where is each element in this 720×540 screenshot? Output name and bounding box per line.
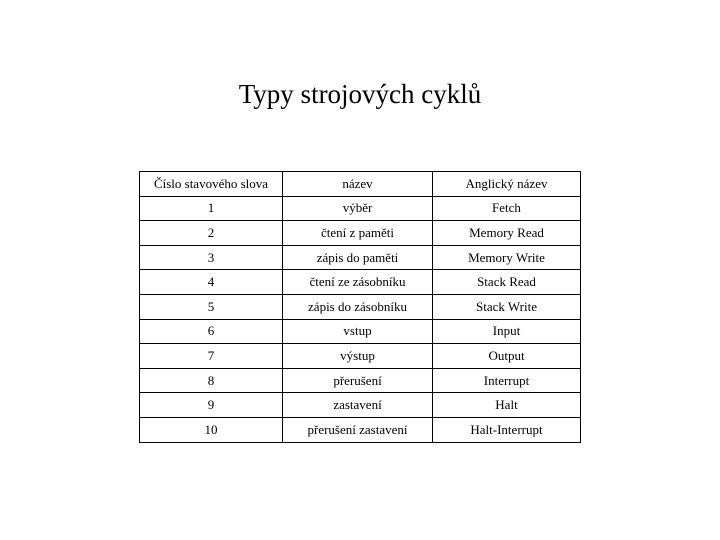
english-name-cell: Stack Write [433,294,581,319]
table-row [140,368,581,393]
column-header-name: název [283,172,433,197]
table-row [140,319,581,344]
english-name-cell: Halt-Interrupt [433,417,581,442]
cycle-name-cell: přerušení zastavení [283,417,433,442]
table-row [140,270,581,295]
status-word-number-cell: 2 [140,221,283,246]
machine-cycle-table [139,171,581,443]
page-title: Typy strojových cyklů [238,79,482,109]
cycle-name-cell: výběr [283,196,433,221]
status-word-number-cell: 9 [140,393,283,418]
cycle-name-cell: zápis do paměti [283,245,433,270]
table-row [140,393,581,418]
english-name-cell: Memory Read [433,221,581,246]
status-word-number-cell: 5 [140,294,283,319]
english-name-cell: Interrupt [433,368,581,393]
status-word-number-cell: 4 [140,270,283,295]
column-header-english-name: Anglický název [433,172,581,197]
table-row [140,344,581,369]
english-name-cell: Stack Read [433,270,581,295]
table-row [140,417,581,442]
table-row [140,245,581,270]
table-row [140,221,581,246]
english-name-cell: Halt [433,393,581,418]
cycle-name-cell: výstup [283,344,433,369]
table-row [140,294,581,319]
status-word-number-cell: 8 [140,368,283,393]
status-word-number-cell: 1 [140,196,283,221]
cycle-name-cell: čtení ze zásobníku [283,270,433,295]
cycle-name-cell: čtení z paměti [283,221,433,246]
status-word-number-cell: 7 [140,344,283,369]
status-word-number-cell: 3 [140,245,283,270]
cycle-name-cell: zastavení [283,393,433,418]
cycle-name-cell: vstup [283,319,433,344]
table-header-row [140,172,581,197]
status-word-number-cell: 10 [140,417,283,442]
english-name-cell: Output [433,344,581,369]
column-header-status-word-number: Číslo stavového slova [140,172,283,197]
english-name-cell: Input [433,319,581,344]
english-name-cell: Fetch [433,196,581,221]
english-name-cell: Memory Write [433,245,581,270]
cycle-name-cell: přerušení [283,368,433,393]
status-word-number-cell: 6 [140,319,283,344]
cycle-name-cell: zápis do zásobníku [283,294,433,319]
table-row [140,196,581,221]
